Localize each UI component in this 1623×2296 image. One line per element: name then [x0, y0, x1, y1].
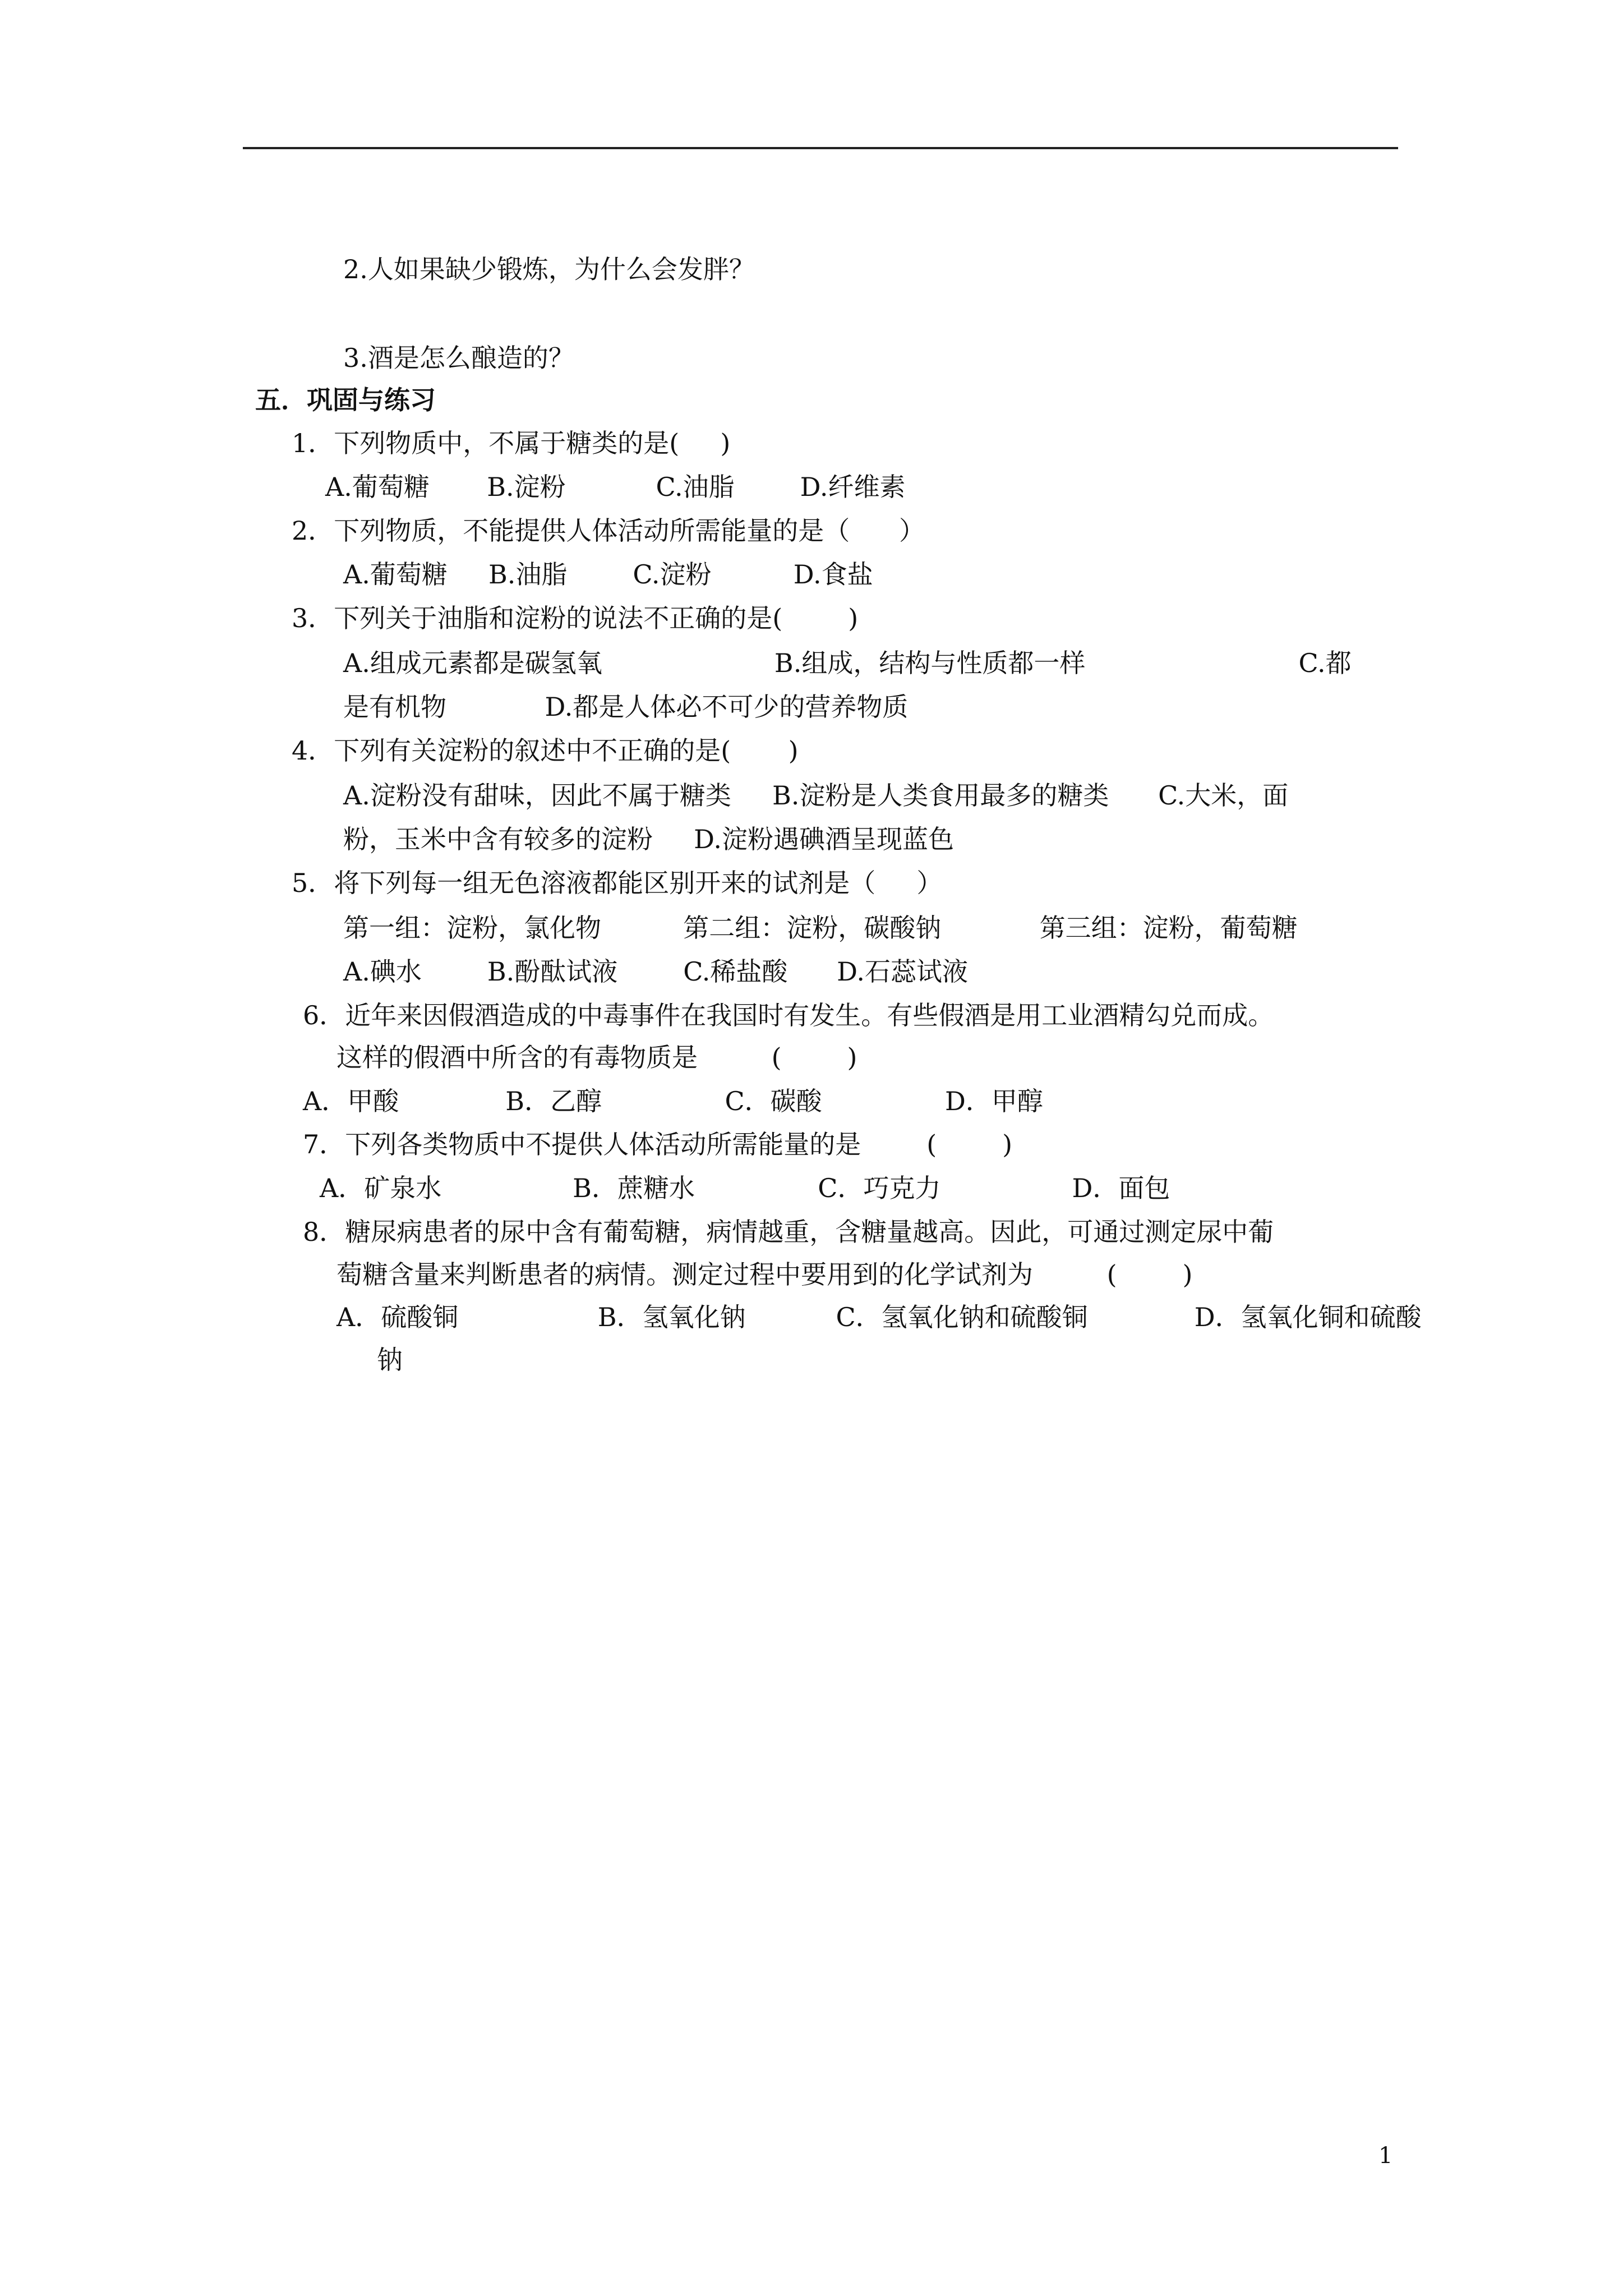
exercise-8-stem-line1: 8．糖尿病患者的尿中含有葡萄糖，病情越重，含糖量越高。因此，可通过测定尿中葡 — [303, 1217, 1274, 1247]
exercise-8-stem-line2: 萄糖含量来判断患者的病情。测定过程中要用到的化学试剂为 ( ) — [336, 1259, 1193, 1290]
open-question-3: 3.酒是怎么酿造的？ — [343, 343, 574, 373]
exercise-5-options: A.碘水 B.酚酞试液 C.稀盐酸 D.石蕊试液 — [343, 956, 968, 987]
exercise-7-options: A．矿泉水 B．蔗糖水 C．巧克力 D．面包 — [320, 1173, 1170, 1203]
exercise-3-options-line2: 是有机物 D.都是人体必不可少的营养物质 — [343, 692, 909, 722]
header-rule — [243, 147, 1398, 149]
page-number: 1 — [1378, 2143, 1393, 2169]
open-question-2: 2.人如果缺少锻炼，为什么会发胖？ — [343, 254, 755, 284]
section-title: 五．巩固与练习 — [255, 385, 436, 415]
exercise-2-options: A.葡萄糖 B.油脂 C.淀粉 D.食盐 — [343, 559, 873, 590]
exercise-1-stem: 1．下列物质中，不属于糖类的是( ) — [292, 428, 731, 458]
exercise-6-stem-line2: 这样的假酒中所含的有毒物质是 ( ) — [336, 1042, 857, 1073]
exercise-4-options-line1: A.淀粉没有甜味，因此不属于糖类 B.淀粉是人类食用最多的糖类 C.大米，面 — [343, 780, 1289, 811]
exercise-6-options: A．甲酸 B．乙醇 C．碳酸 D．甲醇 — [303, 1086, 1043, 1116]
exercise-8-options-line1: A．硫酸铜 B．氢氧化钠 C．氢氧化钠和硫酸铜 D．氢氧化铜和硫酸 — [336, 1302, 1422, 1332]
exercise-1-options: A.葡萄糖 B.淀粉 C.油脂 D.纤维素 — [325, 472, 906, 502]
exercise-7-stem: 7．下列各类物质中不提供人体活动所需能量的是 ( ) — [303, 1129, 1013, 1159]
exercise-8-options-line2: 钠 — [377, 1345, 403, 1375]
exercise-2-stem: 2．下列物质，不能提供人体活动所需能量的是（ ） — [292, 516, 925, 546]
exercise-3-options-line1: A.组成元素都是碳氢氧 B.组成，结构与性质都一样 C.都 — [343, 648, 1352, 678]
exercise-4-options-line2: 粉，玉米中含有较多的淀粉 D.淀粉遇碘酒呈现蓝色 — [343, 824, 954, 854]
exercise-5-stem: 5．将下列每一组无色溶液都能区别开来的试剂是（ ） — [292, 868, 943, 898]
exercise-4-stem: 4．下列有关淀粉的叙述中不正确的是( ) — [292, 735, 799, 766]
exercise-6-stem-line1: 6．近年来因假酒造成的中毒事件在我国时有发生。有些假酒是用工业酒精勾兑而成。 — [303, 1000, 1274, 1030]
exercise-3-stem: 3．下列关于油脂和淀粉的说法不正确的是( ) — [292, 603, 859, 633]
exercise-5-groups: 第一组：淀粉，氯化物 第二组：淀粉，碳酸钠 第三组：淀粉，葡萄糖 — [343, 913, 1298, 943]
